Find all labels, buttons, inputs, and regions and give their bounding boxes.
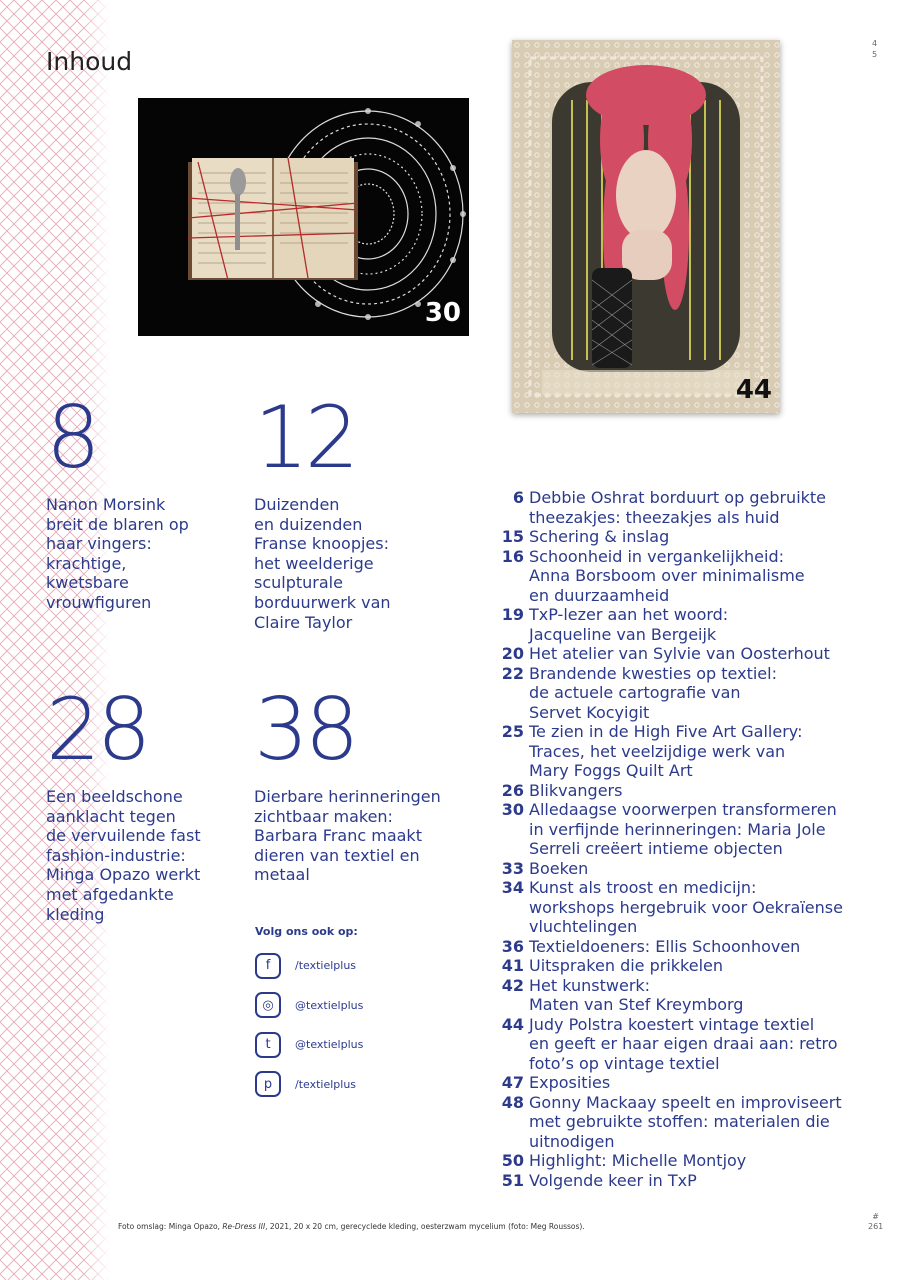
toc-title (529, 859, 864, 879)
toc-item[interactable] (494, 722, 864, 781)
toc-title-line: Maten van Stef Kreymborg (529, 995, 744, 1014)
feature-page-number: 8 (46, 388, 97, 488)
feature-description: Dierbare herinneringen zichtbaar maken: Barbara Franc maakt dieren van textiel en metaal (254, 787, 441, 885)
feature-block (46, 680, 246, 924)
feature-block (46, 388, 246, 613)
toc-item[interactable] (494, 1015, 864, 1074)
toc-item[interactable] (494, 878, 864, 937)
toc-page-number: 26 (501, 780, 524, 800)
twitter-icon: t (255, 1032, 281, 1058)
toc-title (529, 722, 864, 781)
toc-title-line: Schering & inslag (529, 527, 670, 546)
toc-title (529, 605, 864, 644)
toc-title-line: Schoonheid in vergankelijkheid: (529, 546, 784, 566)
toc-title-line: Brandende kwesties op textiel: (529, 663, 777, 683)
toc-title (529, 547, 864, 606)
table-of-contents (494, 488, 864, 1190)
toc-title-line: en geeft er haar eigen draai aan: retro (529, 1034, 838, 1053)
toc-title-line: foto’s op vintage textiel (529, 1053, 720, 1073)
toc-item[interactable] (494, 800, 864, 859)
toc-item[interactable] (494, 1073, 864, 1093)
image-page-number: 44 (735, 375, 772, 405)
toc-item[interactable] (494, 664, 864, 723)
feature-description: Duizenden en duizenden Franse knoopjes: het weelderige sculpturale borduurwerk van Claire Taylor (254, 495, 391, 632)
toc-title (529, 1093, 864, 1152)
toc-title (529, 664, 864, 723)
toc-title-line: Debbie Oshrat borduurt op gebruikte (529, 488, 827, 507)
feature-page-number: 38 (254, 680, 356, 780)
toc-item[interactable] (494, 547, 864, 606)
social-link-instagram[interactable] (255, 992, 475, 1019)
toc-item[interactable] (494, 859, 864, 879)
toc-title (529, 937, 864, 957)
instagram-icon: ◎ (255, 992, 281, 1018)
toc-page-number: 25 (501, 722, 524, 741)
image-page-number: 30 (424, 298, 461, 328)
social-handle: @textielplus (295, 1038, 364, 1051)
toc-page-number: 19 (501, 605, 524, 624)
pinterest-icon: p (255, 1071, 281, 1097)
feature-block (254, 680, 469, 885)
toc-title (529, 527, 864, 547)
issue-number: # 261 (868, 1212, 884, 1231)
toc-item[interactable] (494, 976, 864, 1015)
toc-title (529, 1151, 864, 1171)
toc-title (529, 878, 864, 937)
toc-title (529, 800, 864, 859)
toc-page-number: 51 (501, 1170, 524, 1190)
social-handle: /textielplus (295, 1077, 357, 1091)
toc-title-line: Het kunstwerk: (529, 975, 651, 995)
toc-page-number: 48 (501, 1092, 524, 1112)
toc-title-line: Te zien in de High Five Art Gallery: (529, 722, 803, 741)
toc-item[interactable] (494, 1171, 864, 1191)
toc-title (529, 956, 864, 976)
toc-title-line: Gonny Mackaay speelt en improviseert (529, 1092, 842, 1112)
toc-title-line: Highlight: Michelle Montjoy (529, 1151, 747, 1170)
toc-page-number: 15 (501, 527, 524, 546)
toc-title (529, 644, 864, 664)
toc-page-number: 33 (501, 858, 524, 878)
toc-title-line: Kunst als troost en medicijn: (529, 878, 757, 897)
toc-title-line: Jacqueline van Bergeijk (529, 624, 717, 644)
toc-page-number: 6 (512, 488, 524, 507)
toc-item[interactable] (494, 527, 864, 547)
toc-title-line: Boeken (529, 858, 589, 878)
page-numbers: 4 5 (872, 39, 878, 59)
decorative-lattice-pattern (0, 0, 110, 1280)
toc-title-line: TxP-lezer aan het woord: (529, 605, 729, 624)
toc-title-line: en duurzaamheid (529, 585, 670, 605)
toc-page-number: 44 (501, 1014, 524, 1034)
feature-page-number: 12 (254, 388, 356, 488)
toc-title-line: Exposities (529, 1073, 611, 1092)
toc-title-line: in verfijnde herinneringen: Maria Jole (529, 819, 826, 839)
toc-title-line: uitnodigen (529, 1131, 615, 1151)
toc-item[interactable] (494, 488, 864, 527)
toc-page-number: 47 (501, 1073, 524, 1092)
toc-title (529, 1171, 864, 1191)
toc-title-line: Volgende keer in TxP (529, 1170, 697, 1190)
toc-page-number: 16 (501, 546, 524, 566)
toc-title (529, 1073, 864, 1093)
social-handle: /textielplus (295, 959, 357, 972)
toc-title-line: Het atelier van Sylvie van Oosterhout (529, 644, 830, 663)
toc-page-number: 50 (501, 1151, 524, 1170)
toc-title-line: Textieldoeners: Ellis Schoonhoven (529, 936, 801, 956)
toc-title-line: Mary Foggs Quilt Art (529, 761, 693, 780)
toc-title-line: de actuele cartografie van (529, 683, 741, 702)
toc-title-line: Uitspraken die prikkelen (529, 956, 724, 975)
social-link-twitter[interactable] (255, 1031, 475, 1058)
toc-title-line: theezakjes: theezakjes als huid (529, 507, 780, 527)
feature-image-book-lace (138, 98, 469, 336)
toc-title-line: Traces, het veelzijdige werk van (529, 741, 786, 761)
toc-page-number: 42 (501, 975, 524, 995)
cover-photo-credit: Foto omslag: Minga Opazo, Re-Dress III, 2021, 20 x 20 cm, gerecyclede kleding, oesterzwam mycelium (foto: Meg Roussos). (118, 1222, 585, 1231)
toc-title-line: Anna Borsboom over minimalisme (529, 566, 805, 585)
toc-title (529, 976, 864, 1015)
social-link-facebook[interactable] (255, 952, 475, 979)
toc-page-number: 22 (501, 663, 524, 683)
toc-title-line: Serreli creëert intieme objecten (529, 839, 783, 858)
social-handle: @textielplus (295, 998, 364, 1012)
toc-item[interactable] (494, 1093, 864, 1152)
facebook-icon: f (255, 953, 281, 979)
toc-title-line: Blikvangers (529, 780, 623, 800)
toc-title-line: vluchtelingen (529, 917, 638, 936)
toc-page-number: 30 (501, 800, 524, 819)
toc-page-number: 36 (501, 936, 524, 956)
toc-item[interactable] (494, 605, 864, 644)
toc-page-number: 34 (501, 878, 524, 897)
feature-image-embroidered-figure (512, 40, 780, 413)
toc-title-line: Servet Kocyigit (529, 702, 650, 722)
toc-item[interactable] (494, 644, 864, 664)
page-title: Inhoud (46, 46, 133, 76)
social-link-pinterest[interactable] (255, 1071, 475, 1098)
toc-page-number: 20 (501, 644, 524, 663)
feature-block (254, 388, 454, 632)
toc-page-number: 41 (501, 956, 524, 975)
toc-title (529, 488, 864, 527)
toc-item[interactable] (494, 781, 864, 801)
toc-title-line: Alledaagse voorwerpen transformeren (529, 800, 837, 819)
toc-item[interactable] (494, 956, 864, 976)
feature-page-number: 28 (46, 680, 148, 780)
toc-title-line: met gebruikte stoffen: materialen die (529, 1112, 830, 1131)
toc-title-line: workshops hergebruik voor Oekraïense (529, 897, 843, 917)
toc-item[interactable] (494, 937, 864, 957)
feature-description: Een beeldschone aanklacht tegen de vervuilende fast fashion-industrie: Minga Opazo werkt met afgedankte kleding (46, 787, 201, 924)
toc-title (529, 1015, 864, 1074)
follow-heading: Volg ons ook op: (255, 925, 358, 938)
toc-title-line: Judy Polstra koestert vintage textiel (529, 1014, 815, 1034)
social-follow-section (255, 925, 475, 1110)
feature-description: Nanon Morsink breit de blaren op haar vingers: krachtige, kwetsbare vrouwfiguren (46, 495, 189, 612)
toc-title (529, 781, 864, 801)
toc-item[interactable] (494, 1151, 864, 1171)
